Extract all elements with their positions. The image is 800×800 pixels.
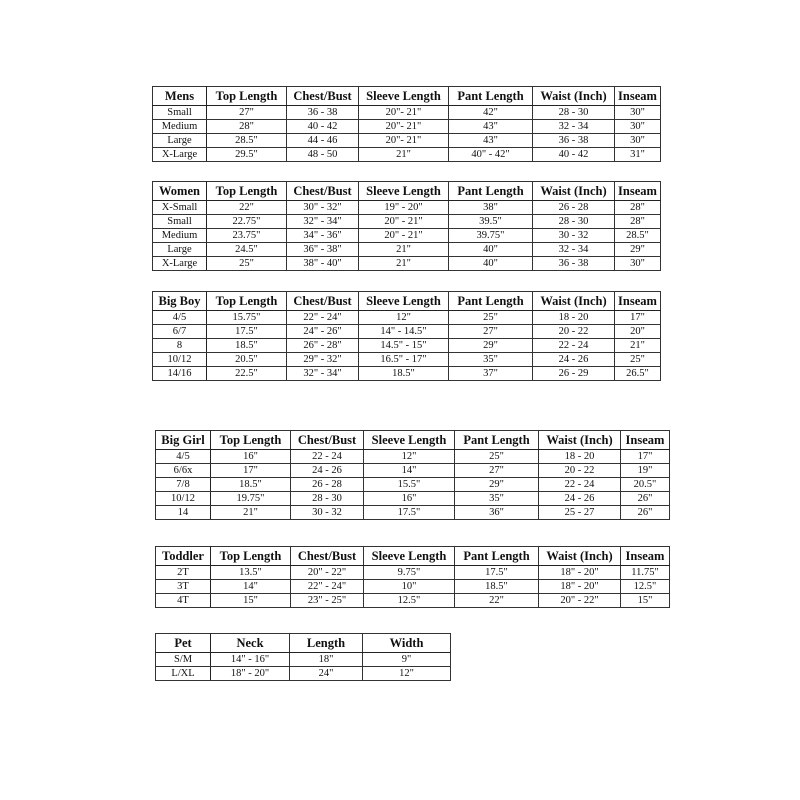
table-row: [156, 566, 670, 580]
table-cell: Large: [153, 243, 207, 257]
table-cell: 27": [449, 325, 533, 339]
table-row: [156, 478, 670, 492]
table-cell: 17": [621, 450, 670, 464]
header-cell: Sleeve Length: [359, 182, 449, 201]
header-cell: Top Length: [211, 547, 291, 566]
table-cell: 14": [364, 464, 455, 478]
table-cell: 19": [621, 464, 670, 478]
table-cell: 36": [455, 506, 539, 520]
table-cell: 22" - 24": [291, 580, 364, 594]
table-header-row: [156, 431, 670, 450]
table-cell: 20.5": [207, 353, 287, 367]
table-cell: 25": [207, 257, 287, 271]
table-cell: Small: [153, 215, 207, 229]
header-cell: Pant Length: [449, 292, 533, 311]
table-cell: 18.5": [207, 339, 287, 353]
table-cell: 28": [207, 120, 287, 134]
table-cell: 43": [449, 134, 533, 148]
table-cell: 16": [211, 450, 291, 464]
table-cell: 40": [449, 243, 533, 257]
table-cell: 18" - 20": [211, 667, 290, 681]
table-cell: 17.5": [207, 325, 287, 339]
table-cell: 12": [364, 450, 455, 464]
pet-size-table: [155, 633, 451, 681]
table-cell: S/M: [156, 653, 211, 667]
table-cell: 8: [153, 339, 207, 353]
header-cell: Waist (Inch): [533, 87, 615, 106]
table-cell: 26": [621, 492, 670, 506]
table-cell: 20" - 22": [539, 594, 621, 608]
header-cell: Women: [153, 182, 207, 201]
table-cell: 18": [290, 653, 363, 667]
table-row: [153, 229, 661, 243]
table-cell: 48 - 50: [287, 148, 359, 162]
table-cell: 27": [455, 464, 539, 478]
table-cell: 17.5": [455, 566, 539, 580]
table-cell: 22.75": [207, 215, 287, 229]
table-cell: 14/16: [153, 367, 207, 381]
table-cell: 3T: [156, 580, 211, 594]
table-header-row: [153, 87, 661, 106]
table-cell: 24.5": [207, 243, 287, 257]
table-row: [153, 120, 661, 134]
table-cell: 22 - 24: [539, 478, 621, 492]
table-header-row: [153, 292, 661, 311]
table-cell: L/XL: [156, 667, 211, 681]
table-cell: 6/6x: [156, 464, 211, 478]
table-row: [156, 580, 670, 594]
table-cell: 20" - 21": [359, 229, 449, 243]
table-cell: Large: [153, 134, 207, 148]
table-row: [153, 148, 661, 162]
table-cell: Small: [153, 106, 207, 120]
table-cell: 28 - 30: [291, 492, 364, 506]
header-cell: Chest/Bust: [291, 547, 364, 566]
table-row: [153, 311, 661, 325]
table-cell: 40 - 42: [287, 120, 359, 134]
table-cell: 35": [455, 492, 539, 506]
table-cell: 18" - 20": [539, 566, 621, 580]
table-cell: 40" - 42": [449, 148, 533, 162]
table-cell: 36" - 38": [287, 243, 359, 257]
table-cell: 40": [449, 257, 533, 271]
table-cell: 21": [615, 339, 661, 353]
table-cell: 14" - 14.5": [359, 325, 449, 339]
table-cell: 26" - 28": [287, 339, 359, 353]
table-cell: 17.5": [364, 506, 455, 520]
table-cell: 31": [615, 148, 661, 162]
table-cell: 17": [615, 311, 661, 325]
table-cell: 6/7: [153, 325, 207, 339]
header-cell: Chest/Bust: [287, 292, 359, 311]
table-row: [153, 243, 661, 257]
table-cell: 26.5": [615, 367, 661, 381]
table-row: [156, 653, 451, 667]
table-cell: 23.75": [207, 229, 287, 243]
table-row: [153, 106, 661, 120]
table-row: [153, 325, 661, 339]
table-cell: 12": [363, 667, 451, 681]
table-row: [153, 215, 661, 229]
header-cell: Waist (Inch): [533, 292, 615, 311]
table-cell: 24 - 26: [539, 492, 621, 506]
table-cell: 43": [449, 120, 533, 134]
table-cell: 30 - 32: [291, 506, 364, 520]
table-row: [156, 492, 670, 506]
table-cell: 22 - 24: [533, 339, 615, 353]
table-cell: 27": [207, 106, 287, 120]
table-row: [153, 257, 661, 271]
header-cell: Chest/Bust: [287, 87, 359, 106]
table-cell: 22.5": [207, 367, 287, 381]
table-cell: 20" - 22": [291, 566, 364, 580]
table-cell: X-Large: [153, 257, 207, 271]
header-cell: Pant Length: [455, 431, 539, 450]
table-cell: 25": [615, 353, 661, 367]
table-cell: 19" - 20": [359, 201, 449, 215]
header-cell: Waist (Inch): [539, 431, 621, 450]
header-cell: Top Length: [207, 182, 287, 201]
table-cell: 15.75": [207, 311, 287, 325]
table-cell: 39.5": [449, 215, 533, 229]
header-cell: Big Girl: [156, 431, 211, 450]
table-row: [156, 464, 670, 478]
table-cell: 26 - 28: [291, 478, 364, 492]
table-cell: 29": [455, 478, 539, 492]
table-cell: 25": [455, 450, 539, 464]
header-cell: Pant Length: [455, 547, 539, 566]
table-cell: 14" - 16": [211, 653, 290, 667]
table-cell: 4T: [156, 594, 211, 608]
table-cell: 15": [621, 594, 670, 608]
table-cell: 35": [449, 353, 533, 367]
table-cell: 21": [359, 243, 449, 257]
table-cell: 32 - 34: [533, 243, 615, 257]
table-header-row: [156, 634, 451, 653]
table-cell: 11.75": [621, 566, 670, 580]
table-cell: 18" - 20": [539, 580, 621, 594]
table-cell: 28.5": [207, 134, 287, 148]
table-cell: 20": [615, 325, 661, 339]
header-cell: Top Length: [207, 292, 287, 311]
table-cell: 32" - 34": [287, 367, 359, 381]
header-cell: Waist (Inch): [533, 182, 615, 201]
table-cell: 29": [449, 339, 533, 353]
header-cell: Inseam: [615, 292, 661, 311]
table-cell: 24 - 26: [533, 353, 615, 367]
table-cell: 28 - 30: [533, 106, 615, 120]
table-cell: 28": [615, 201, 661, 215]
table-cell: 20"- 21": [359, 106, 449, 120]
header-cell: Inseam: [615, 87, 661, 106]
table-cell: 18.5": [455, 580, 539, 594]
mens-size-table: [152, 86, 661, 162]
header-cell: Length: [290, 634, 363, 653]
table-row: [153, 353, 661, 367]
table-row: [156, 594, 670, 608]
table-cell: 16": [364, 492, 455, 506]
header-cell: Sleeve Length: [359, 87, 449, 106]
table-cell: 18 - 20: [533, 311, 615, 325]
big-girl-size-table: [155, 430, 670, 520]
table-cell: 21": [359, 148, 449, 162]
header-cell: Width: [363, 634, 451, 653]
table-cell: 14: [156, 506, 211, 520]
table-cell: 23" - 25": [291, 594, 364, 608]
table-cell: 32" - 34": [287, 215, 359, 229]
header-cell: Chest/Bust: [291, 431, 364, 450]
table-cell: 30": [615, 257, 661, 271]
table-row: [153, 339, 661, 353]
table-cell: 2T: [156, 566, 211, 580]
table-cell: 21": [359, 257, 449, 271]
table-cell: 29" - 32": [287, 353, 359, 367]
table-cell: 25 - 27: [539, 506, 621, 520]
table-cell: 22 - 24: [291, 450, 364, 464]
header-cell: Top Length: [211, 431, 291, 450]
table-cell: 36 - 38: [287, 106, 359, 120]
table-header-row: [156, 547, 670, 566]
table-cell: 26 - 28: [533, 201, 615, 215]
table-cell: 36 - 38: [533, 257, 615, 271]
table-cell: 20"- 21": [359, 120, 449, 134]
table-row: [156, 506, 670, 520]
table-row: [153, 201, 661, 215]
table-cell: 14": [211, 580, 291, 594]
header-cell: Pet: [156, 634, 211, 653]
table-cell: 10": [364, 580, 455, 594]
table-cell: 29": [615, 243, 661, 257]
table-row: [153, 134, 661, 148]
table-cell: 22" - 24": [287, 311, 359, 325]
table-cell: 17": [211, 464, 291, 478]
table-cell: 21": [211, 506, 291, 520]
table-cell: 26": [621, 506, 670, 520]
table-cell: 44 - 46: [287, 134, 359, 148]
table-cell: 29.5": [207, 148, 287, 162]
header-cell: Pant Length: [449, 182, 533, 201]
table-row: [156, 667, 451, 681]
table-cell: 36 - 38: [533, 134, 615, 148]
header-cell: Inseam: [621, 431, 670, 450]
header-cell: Sleeve Length: [364, 431, 455, 450]
table-cell: 28.5": [615, 229, 661, 243]
table-cell: 30" - 32": [287, 201, 359, 215]
table-cell: 28": [615, 215, 661, 229]
table-cell: 4/5: [153, 311, 207, 325]
table-cell: 34" - 36": [287, 229, 359, 243]
table-cell: 18.5": [359, 367, 449, 381]
table-header-row: [153, 182, 661, 201]
table-cell: 20.5": [621, 478, 670, 492]
header-cell: Sleeve Length: [364, 547, 455, 566]
header-cell: Sleeve Length: [359, 292, 449, 311]
table-cell: Medium: [153, 229, 207, 243]
table-cell: X-Small: [153, 201, 207, 215]
table-cell: 25": [449, 311, 533, 325]
table-cell: 32 - 34: [533, 120, 615, 134]
table-cell: 42": [449, 106, 533, 120]
table-cell: 4/5: [156, 450, 211, 464]
women-size-table: [152, 181, 661, 271]
header-cell: Pant Length: [449, 87, 533, 106]
table-cell: 20"- 21": [359, 134, 449, 148]
header-cell: Inseam: [621, 547, 670, 566]
table-cell: 24": [290, 667, 363, 681]
table-cell: 37": [449, 367, 533, 381]
table-cell: 9": [363, 653, 451, 667]
header-cell: Chest/Bust: [287, 182, 359, 201]
table-cell: 14.5" - 15": [359, 339, 449, 353]
header-cell: Neck: [211, 634, 290, 653]
table-cell: 30": [615, 106, 661, 120]
table-cell: 18 - 20: [539, 450, 621, 464]
table-cell: 10/12: [153, 353, 207, 367]
table-cell: 28 - 30: [533, 215, 615, 229]
table-cell: X-Large: [153, 148, 207, 162]
table-cell: 24 - 26: [291, 464, 364, 478]
table-cell: 20" - 21": [359, 215, 449, 229]
big-boy-size-table: [152, 291, 661, 381]
table-cell: 19.75": [211, 492, 291, 506]
table-row: [153, 367, 661, 381]
header-cell: Mens: [153, 87, 207, 106]
table-cell: 7/8: [156, 478, 211, 492]
table-cell: 20 - 22: [539, 464, 621, 478]
table-cell: 22": [207, 201, 287, 215]
table-row: [156, 450, 670, 464]
table-cell: 12.5": [621, 580, 670, 594]
header-cell: Big Boy: [153, 292, 207, 311]
table-cell: 40 - 42: [533, 148, 615, 162]
table-cell: Medium: [153, 120, 207, 134]
header-cell: Toddler: [156, 547, 211, 566]
header-cell: Inseam: [615, 182, 661, 201]
table-cell: 9.75": [364, 566, 455, 580]
table-cell: 16.5" - 17": [359, 353, 449, 367]
toddler-size-table: [155, 546, 670, 608]
table-cell: 24" - 26": [287, 325, 359, 339]
header-cell: Waist (Inch): [539, 547, 621, 566]
table-cell: 30": [615, 134, 661, 148]
table-cell: 38": [449, 201, 533, 215]
table-cell: 12.5": [364, 594, 455, 608]
table-cell: 39.75": [449, 229, 533, 243]
table-cell: 38" - 40": [287, 257, 359, 271]
table-cell: 22": [455, 594, 539, 608]
table-cell: 30 - 32: [533, 229, 615, 243]
table-cell: 30": [615, 120, 661, 134]
header-cell: Top Length: [207, 87, 287, 106]
table-cell: 12": [359, 311, 449, 325]
table-cell: 15.5": [364, 478, 455, 492]
table-cell: 20 - 22: [533, 325, 615, 339]
table-cell: 15": [211, 594, 291, 608]
table-cell: 18.5": [211, 478, 291, 492]
table-cell: 13.5": [211, 566, 291, 580]
table-cell: 26 - 29: [533, 367, 615, 381]
table-cell: 10/12: [156, 492, 211, 506]
